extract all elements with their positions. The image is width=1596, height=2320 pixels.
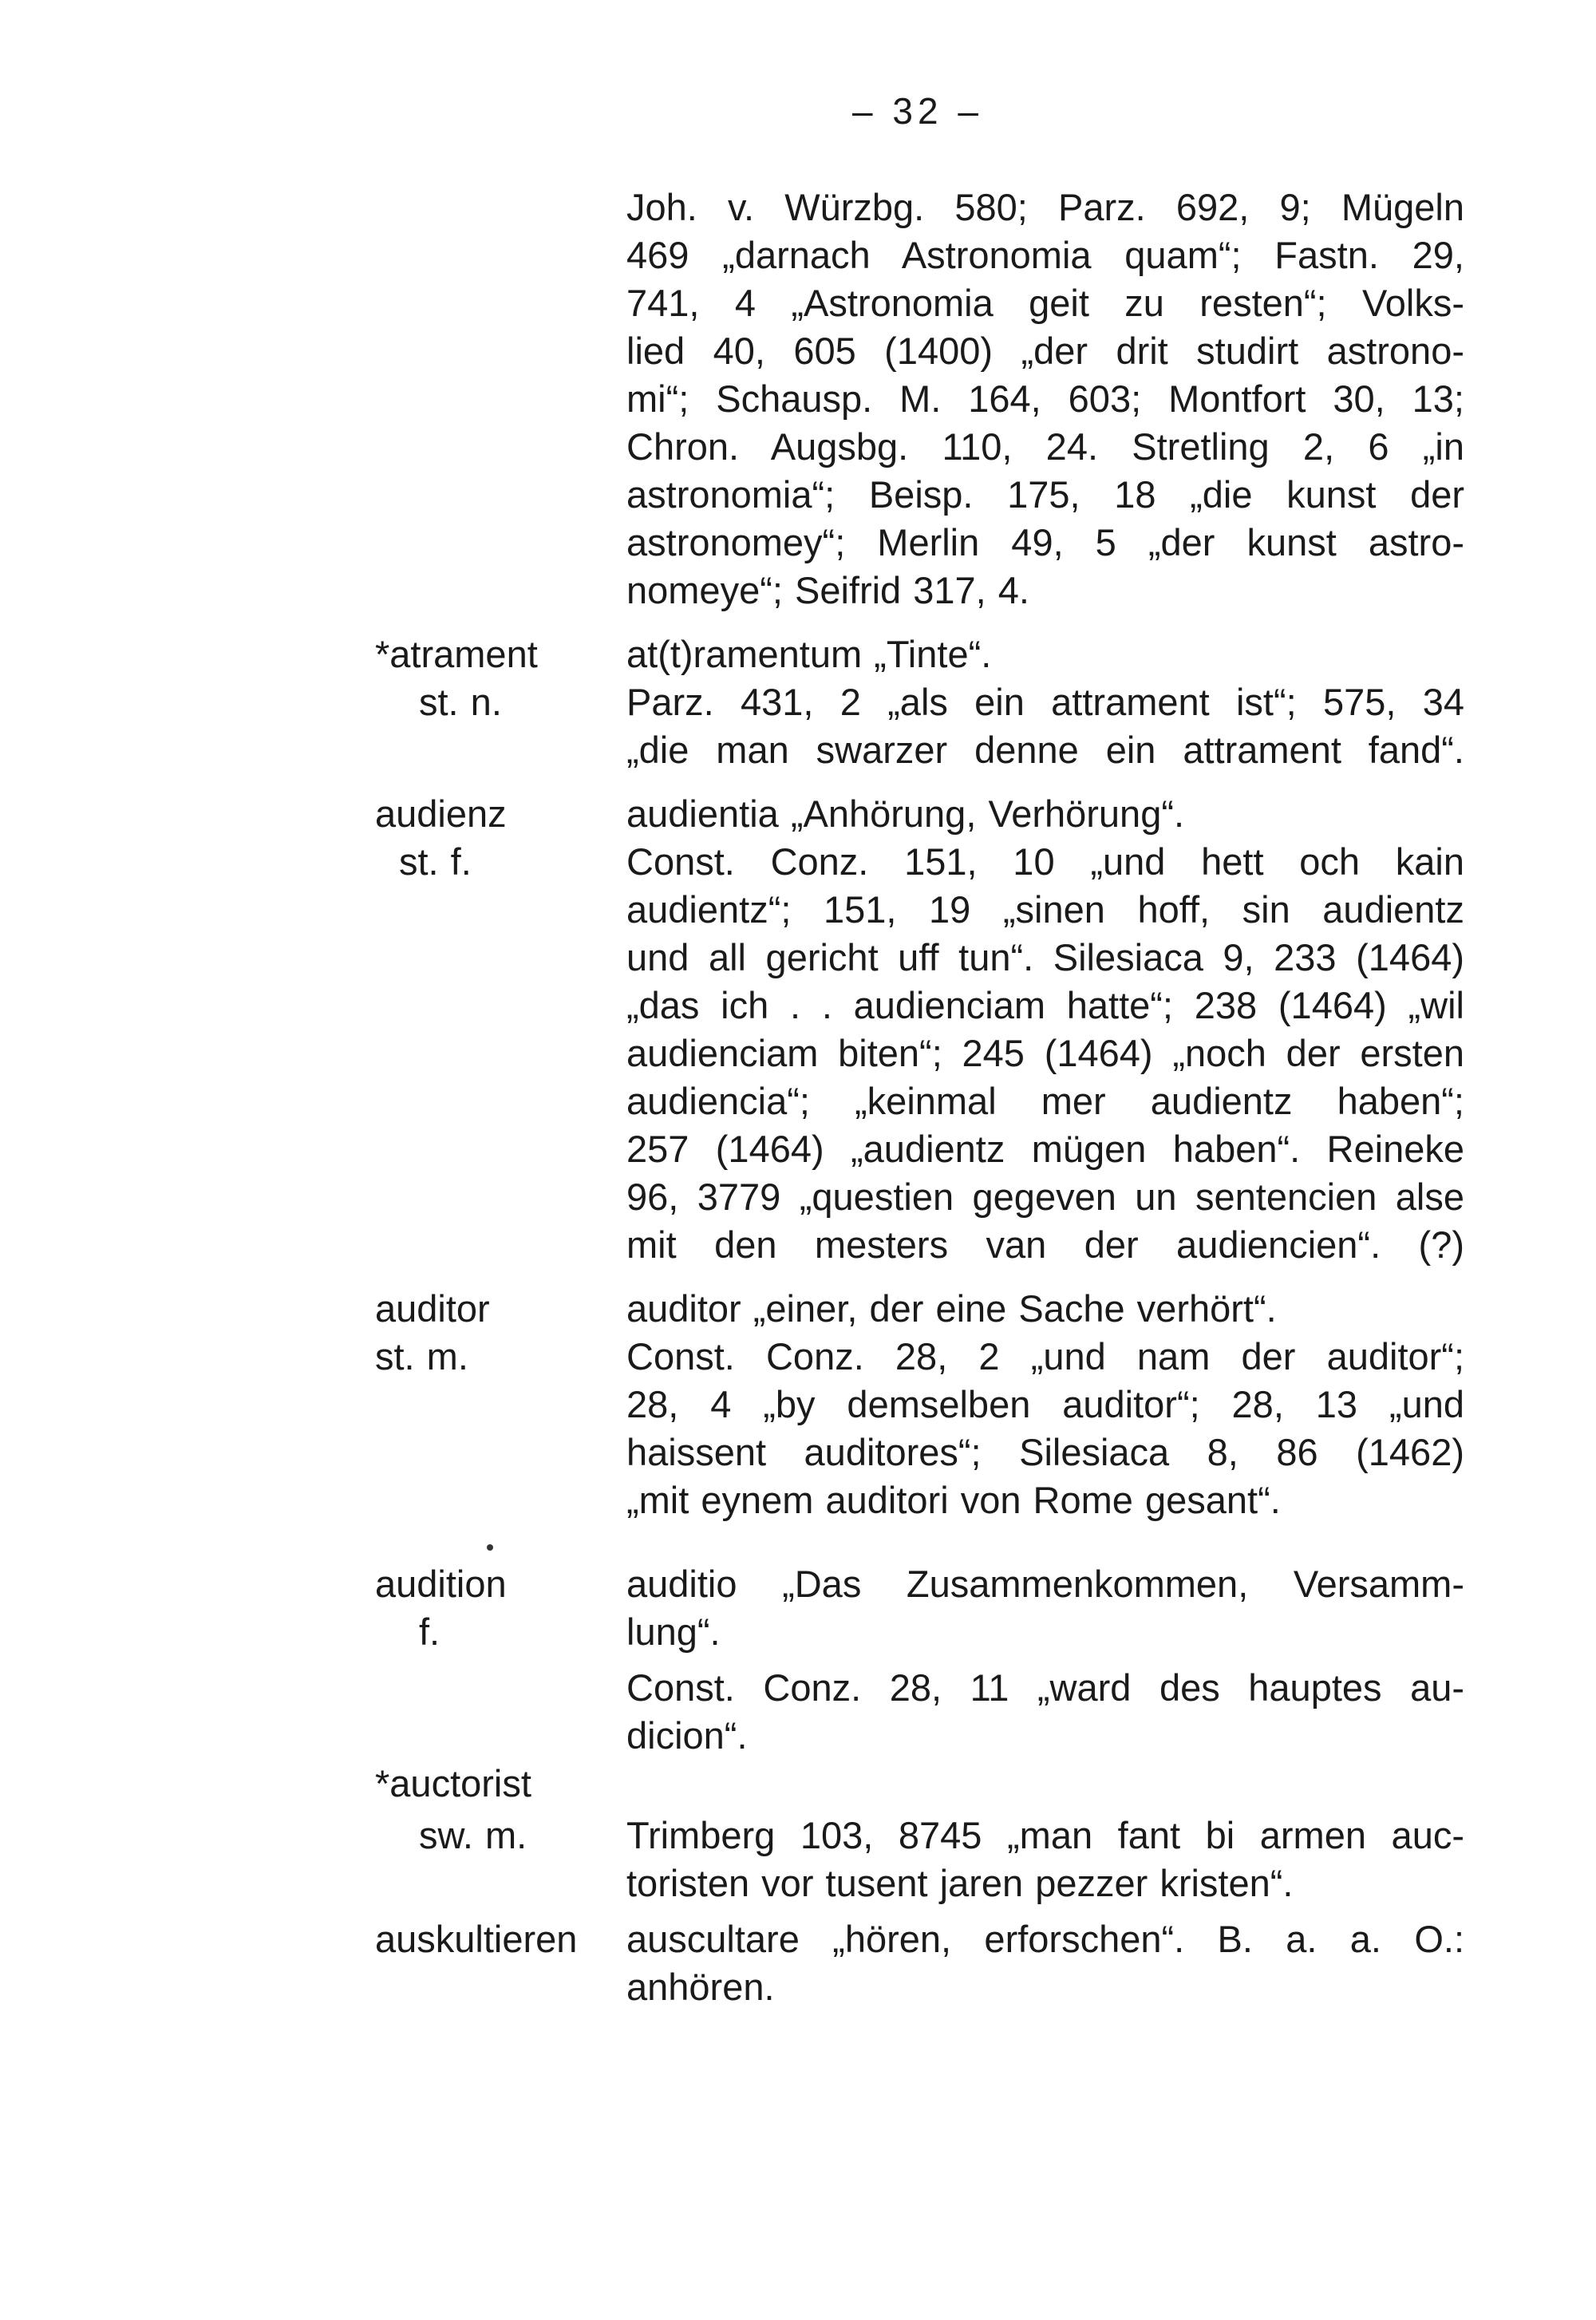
entry-text-line: audientia „Anhörung, Verhörung“. bbox=[626, 792, 1185, 835]
entry-text-line: auditio „Das Zusammenkommen, Versamm- bbox=[626, 1563, 1464, 1605]
entry-text-line: audiencia“; „keinmal mer audientz haben“; bbox=[626, 1080, 1464, 1122]
entry-text-line: anhören. bbox=[626, 1966, 775, 2008]
entry-text-line: Const. Conz. 28, 11 „ward des hauptes au- bbox=[626, 1666, 1464, 1709]
entry-text-line: astronomey“; Merlin 49, 5 „der kunst astro- bbox=[626, 521, 1464, 563]
entry-text-line: Const. Conz. 151, 10 „und hett och kain bbox=[626, 840, 1464, 883]
entry-text-line: lied 40, 605 (1400) „der drit studirt astrono- bbox=[626, 330, 1464, 372]
headword: auditor bbox=[375, 1287, 490, 1330]
entry-text-line: Joh. v. Würzbg. 580; Parz. 692, 9; Mügeln bbox=[626, 186, 1464, 228]
grammar-label: sw. m. bbox=[419, 1814, 527, 1856]
entry-text-line: 28, 4 „by demselben auditor“; 28, 13 „und bbox=[626, 1383, 1464, 1425]
entry-text-line: auditor „einer, der eine Sache verhört“. bbox=[626, 1287, 1277, 1330]
entry-text-line: 741, 4 „Astronomia geit zu resten“; Volks- bbox=[626, 282, 1464, 324]
entry-text-line: audientz“; 151, 19 „sinen hoff, sin audientz bbox=[626, 888, 1464, 931]
entry-text-line: 96, 3779 „questien gegeven un sentencien alse bbox=[626, 1176, 1464, 1218]
entry-text-line: haissent auditores“; Silesiaca 8, 86 (1462) bbox=[626, 1431, 1464, 1473]
grammar-label: f. bbox=[419, 1611, 440, 1653]
entry-text-line: 469 „darnach Astronomia quam“; Fastn. 29, bbox=[626, 234, 1464, 276]
entry-text-line: dicion“. bbox=[626, 1714, 748, 1757]
ink-speck bbox=[487, 1544, 493, 1551]
headword: auskultieren bbox=[375, 1918, 578, 1960]
entry-text-line: „das ich . . audienciam hatte“; 238 (1464) „wil bbox=[626, 984, 1464, 1026]
grammar-label: st. f. bbox=[399, 840, 472, 883]
entry-text-line: Chron. Augsbg. 110, 24. Stretling 2, 6 „in bbox=[626, 425, 1464, 468]
entry-text-line: Parz. 431, 2 „als ein attrament ist“; 575, 34 bbox=[626, 681, 1464, 723]
entry-text-line: mi“; Schausp. M. 164, 603; Montfort 30, 13; bbox=[626, 377, 1464, 420]
entry-text-line: astronomia“; Beisp. 175, 18 „die kunst der bbox=[626, 473, 1464, 516]
entry-text-line: Trimberg 103, 8745 „man fant bi armen auc- bbox=[626, 1814, 1464, 1856]
headword: audition bbox=[375, 1563, 507, 1605]
entry-text-line: mit den mesters van der audiencien“. (?) bbox=[626, 1223, 1464, 1266]
headword: *auctorist bbox=[375, 1762, 531, 1804]
page-number: – 32 – bbox=[852, 90, 983, 132]
entry-text-line: at(t)ramentum „Tinte“. bbox=[626, 633, 992, 675]
entry-text-line: audienciam biten“; 245 (1464) „noch der ersten bbox=[626, 1032, 1464, 1074]
entry-text-line: nomeye“; Seifrid 317, 4. bbox=[626, 569, 1029, 611]
entry-text-line: „mit eynem auditori von Rome gesant“. bbox=[626, 1479, 1281, 1521]
grammar-label: st. m. bbox=[375, 1335, 468, 1377]
entry-text-line: und all gericht uff tun“. Silesiaca 9, 233 (1464) bbox=[626, 936, 1464, 978]
grammar-label: st. n. bbox=[419, 681, 502, 723]
entry-text-line: auscultare „hören, erforschen“. B. a. a. O.: bbox=[626, 1918, 1464, 1960]
headword: *atrament bbox=[375, 633, 538, 675]
entry-text-line: Const. Conz. 28, 2 „und nam der auditor“; bbox=[626, 1335, 1464, 1377]
entry-text-line: lung“. bbox=[626, 1611, 721, 1653]
headword: audienz bbox=[375, 792, 507, 835]
entry-text-line: toristen vor tusent jaren pezzer kristen“. bbox=[626, 1862, 1294, 1904]
entry-text-line: 257 (1464) „audientz mügen haben“. Reineke bbox=[626, 1128, 1464, 1170]
entry-text-line: „die man swarzer denne ein attrament fand“. bbox=[626, 729, 1464, 771]
